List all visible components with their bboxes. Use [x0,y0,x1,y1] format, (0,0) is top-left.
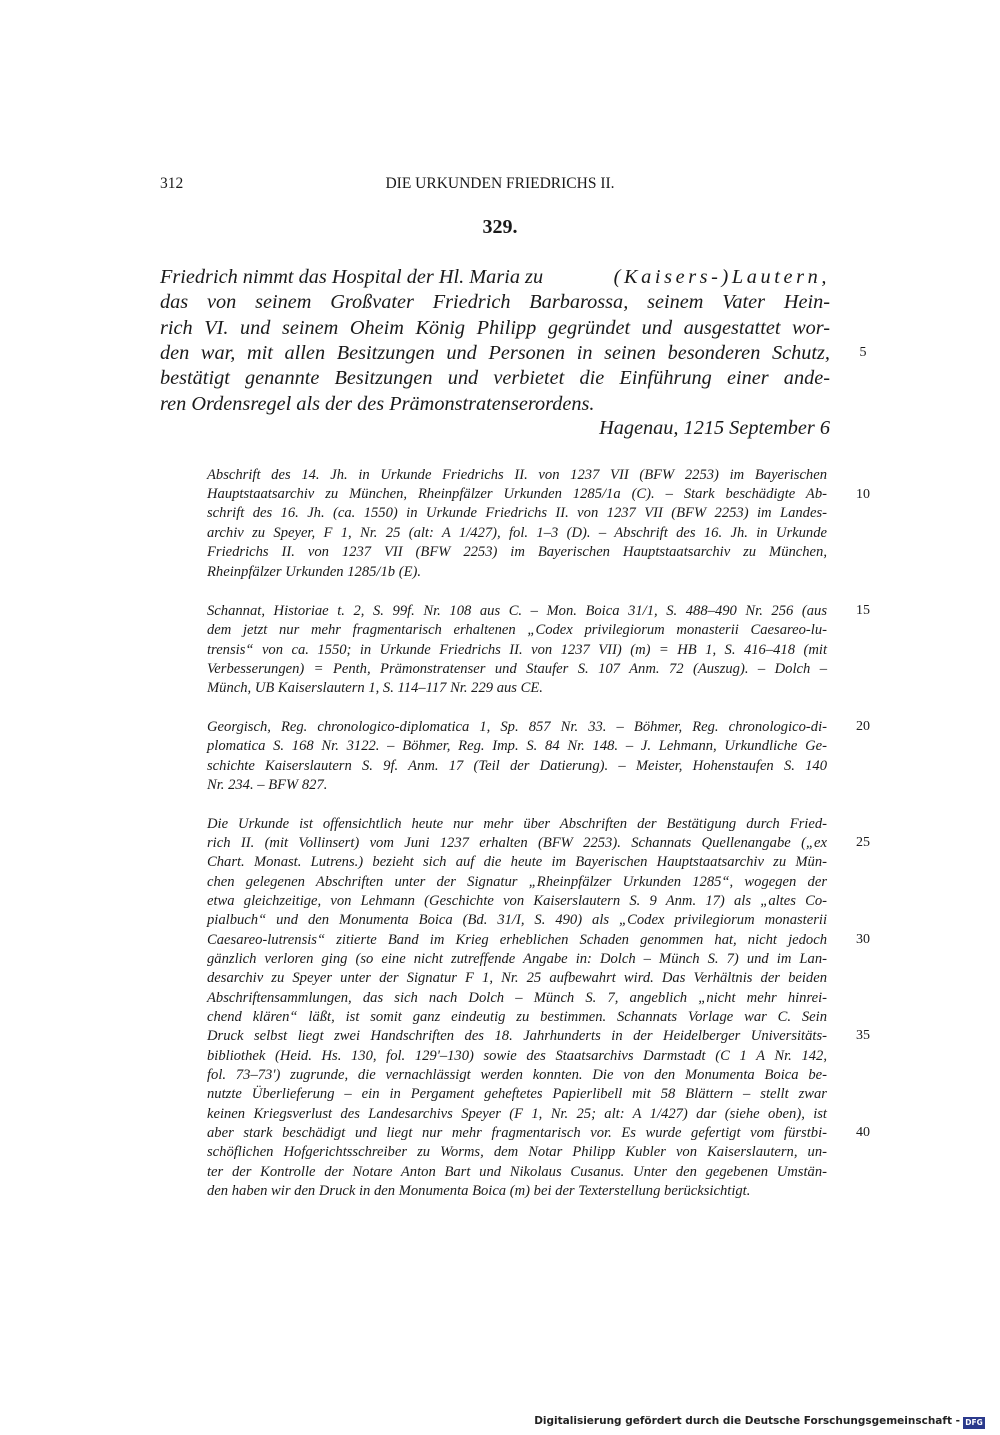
note-line: Friedrichs II. von 1237 VII (BFW 2253) im Bayerischen Hauptstaatsarchiv zu München, [207,544,827,560]
note-line: etwa gleichzeitige, von Lehmann (Geschichte von Kaiserslautern S. 9 Anm. 17) als „altes Co- [207,893,827,909]
page-number: 312 [160,175,184,192]
line-number: 5 [859,345,867,360]
note-line: Georgisch, Reg. chronologico-diplomatica 1, Sp. 857 Nr. 33. – Böhmer, Reg. chronologico-di- [207,719,827,735]
regest-line-text: Friedrich nimmt das Hospital der Hl. Maria zu [160,266,544,288]
note-line: Chart. Monast. Lutrens.) bezieht sich auf die heute im Bayerischen Hauptstaatsarchiv zu Mün- [207,854,827,870]
regest-line: den war, mit allen Besitzungen und Personen in seinen besonderen Schutz, [160,342,830,364]
line-number: 40 [856,1125,870,1140]
regest-line [160,265,830,290]
line-number: 35 [856,1028,870,1043]
note-line: keinen Kriegsverlust des Landesarchivs Speyer (F 1, Nr. 25; alt: A 1/427) dar (siehe oben), ist [207,1106,827,1122]
note-line: Nr. 234. – BFW 827. [207,777,328,793]
note-line: desarchiv zu Speyer unter der Signatur F 1, Nr. 25 aufbewahrt wird. Das Verhältnis der beiden [207,970,827,986]
running-title: DIE URKUNDEN FRIEDRICHS II. [385,175,615,192]
note-line: rich II. (mit Vollinsert) vom Juni 1237 erhalten (BFW 2253). Schannats Quellenangabe („ex [207,835,827,851]
dfg-logo: DFG [963,1417,985,1429]
note-line: schöflichen Hofgerichtsschreiber zu Worms, dem Notar Philipp Kubler von Kaiserslautern, un- [207,1144,827,1160]
note-line: Münch, UB Kaiserslautern 1, S. 114–117 Nr. 229 aus CE. [207,680,543,696]
note-line: trensis“ von ca. 1550; in Urkunde Friedrichs II. von 1237 VII) (m) = HB 1, S. 416–418 (mit [207,642,827,658]
regest-line: ren Ordensregel als der des Prämonstratenserordens. [160,393,595,415]
funding-notice: Digitalisierung gefördert durch die Deutsche Forschungsgemeinschaft - [534,1415,960,1427]
note-line: plomatica S. 168 Nr. 3122. – Böhmer, Reg. Imp. S. 84 Nr. 148. – J. Lehmann, Urkundliche Ge- [207,738,827,754]
note-line: dem jetzt nur mehr fragmentarisch erhaltenen „Codex privilegiorum monasterii Caesareo-lu- [207,622,827,638]
line-number: 10 [856,487,870,502]
note-line: Abschrift des 14. Jh. in Urkunde Friedrichs II. von 1237 VII (BFW 2253) im Bayerischen [207,467,827,483]
note-line: chen gelegenen Abschriften unter der Signatur „Rheinpfälzer Urkunden 1285“, wogegen der [207,874,827,890]
note-line: Hauptstaatsarchiv zu München, Rheinpfälzer Urkunden 1285/1a (C). – Stark beschädigte Ab- [207,486,827,502]
regest-line: bestätigt genannte Besitzungen und verbietet die Einführung einer ande- [160,367,830,389]
note-line: Caesareo-lutrensis“ zitierte Band im Krieg erheblichen Schaden genommen hat, nicht jedoch [207,932,827,948]
note-line: Schannat, Historiae t. 2, S. 99f. Nr. 108 aus C. – Mon. Boica 31/1, S. 488–490 Nr. 256 (aus [207,603,827,619]
note-line: schrift des 16. Jh. (ca. 1550) in Urkunde Friedrichs II. von 1237 VII (BFW 2253) im Landes- [207,505,827,521]
note-line: pialbuch“ und den Monumenta Boica (Bd. 31/I, S. 490) als „Codex privilegiorum monasterii [207,912,827,928]
line-number: 25 [856,835,870,850]
note-line: den haben wir den Druck in den Monumenta Boica (m) bei der Texterstellung berücksichtigt. [207,1183,751,1199]
line-number: 30 [856,932,870,947]
note-line: nutzte Überlieferung – ein in Pergament geheftetes Papierlibell mit 58 Blättern – stellt zwar [207,1086,827,1102]
note-line: aber stark beschädigt und liegt nur mehr fragmentarisch vor. Es wurde gefertigt vom fürstbi- [207,1125,827,1141]
regest-place-name: (Kaisers-)Lautern, [613,266,830,288]
document-number: 329. [482,216,518,238]
note-line: schichte Kaiserslautern S. 9f. Anm. 17 (Teil der Datierung). – Meister, Hohenstaufen S. 140 [207,758,827,774]
note-line: fol. 73–73') zugrunde, die vernachlässigt werden konnten. Die von den Monumenta Boica be- [207,1067,827,1083]
note-line: chend klären“ läßt, ist somit ganz eindeutig zu bestimmen. Schannats Vorlage war C. Sein [207,1009,827,1025]
note-line: Rheinpfälzer Urkunden 1285/1b (E). [207,564,422,580]
note-line: bibliothek (Heid. Hs. 130, fol. 129'–130) sowie des Staatsarchivs Darmstadt (C 1 A Nr. 142, [207,1048,827,1064]
regest-line: rich VI. und seinem Oheim König Philipp gegründet und ausgestattet wor- [160,317,830,339]
regest-line: das von seinem Großvater Friedrich Barbarossa, seinem Vater Hein- [160,291,830,313]
note-line: ter der Kontrolle der Notare Anton Bart und Nikolaus Cusanus. Unter den gegebenen Umstän- [207,1164,827,1180]
note-line: Druck selbst liegt zwei Handschriften des 18. Jahrhunderts in der Heidelberger Universitäts- [207,1028,827,1044]
note-line: archiv zu Speyer, F 1, Nr. 25 (alt: A 1/427), fol. 1–3 (D). – Abschrift des 16. Jh. in Urkunde [207,525,827,541]
note-line: Abschriftensammlungen, das sich nach Dolch – Münch S. 7, angeblich „nicht mehr hinrei- [207,990,827,1006]
line-number: 15 [856,603,870,618]
note-line: Die Urkunde ist offensichtlich heute nur mehr über Abschriften der Bestätigung durch Fried- [207,816,827,832]
note-line: Verbesserungen) = Penth, Prämonstratenser und Staufer S. 107 Anm. 72 (Auszug). – Dolch – [207,661,827,677]
note-line: gänzlich verloren ging (so eine nicht zutreffende Angabe in: Dolch – Münch S. 7) und im Lan- [207,951,827,967]
date-line: Hagenau, 1215 September 6 [599,417,830,439]
line-number: 20 [856,719,870,734]
